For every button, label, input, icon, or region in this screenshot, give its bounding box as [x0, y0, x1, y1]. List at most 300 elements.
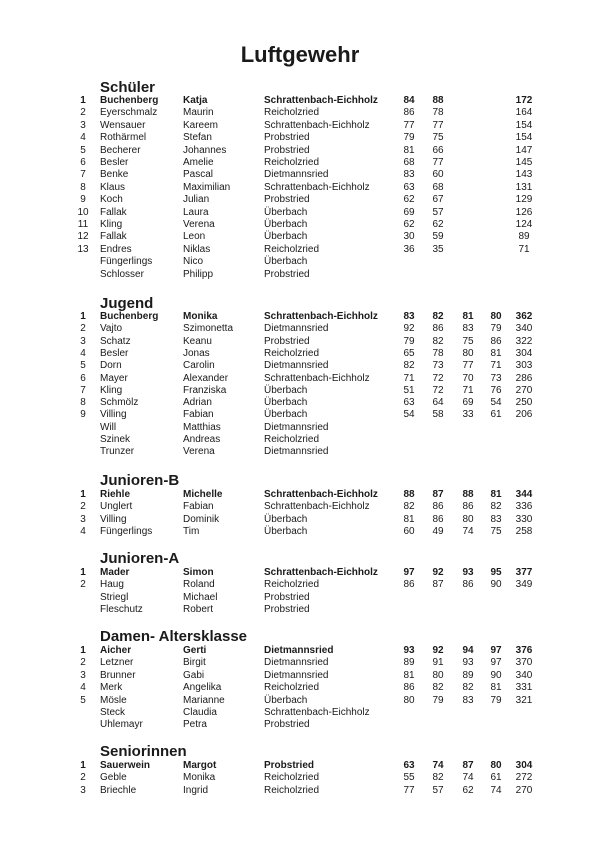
result-row	[0, 231, 600, 243]
rank: 2	[80, 579, 86, 591]
result-row	[0, 348, 600, 360]
rank: 4	[80, 132, 86, 144]
series-2-score: 60	[432, 169, 444, 181]
club: Überbach	[264, 694, 308, 706]
series-4-score: 81	[490, 347, 502, 359]
total-score: 272	[515, 772, 533, 784]
first-name: Roland	[183, 579, 215, 591]
club: Dietmannsried	[264, 421, 329, 433]
last-name: Kling	[100, 384, 123, 396]
result-row	[0, 360, 600, 372]
rank: 4	[80, 347, 86, 359]
first-name: Fabian	[183, 501, 214, 513]
series-3-score: 75	[462, 335, 474, 347]
last-name: Buchenberg	[100, 311, 159, 322]
first-name: Petra	[183, 719, 207, 731]
series-4-score: 73	[490, 372, 502, 384]
first-name: Fabian	[183, 409, 214, 421]
result-row	[0, 567, 600, 579]
rank: 6	[80, 157, 86, 168]
first-name: Margot	[183, 760, 217, 771]
total-score: 143	[515, 169, 533, 181]
first-name: Angelika	[183, 682, 222, 694]
club: Schrattenbach-Eichholz	[264, 372, 370, 384]
series-2-score: 74	[432, 760, 444, 771]
series-1-score: 68	[403, 157, 415, 168]
series-2-score: 82	[432, 311, 444, 322]
total-score: 370	[515, 657, 533, 669]
last-name: Fallak	[100, 231, 127, 243]
rank: 11	[77, 219, 89, 230]
last-name: Steck	[100, 707, 126, 718]
total-score: 331	[515, 682, 533, 694]
club: Überbach	[264, 409, 308, 421]
total-score: 362	[515, 311, 533, 322]
total-score: 258	[515, 526, 533, 538]
last-name: Fleschutz	[100, 604, 143, 616]
section-title: Schüler	[100, 79, 156, 96]
first-name: Maximilian	[183, 181, 231, 193]
series-4-score: 79	[490, 323, 502, 335]
series-1-score: 51	[403, 384, 415, 396]
result-row	[0, 434, 600, 446]
club: Überbach	[264, 219, 308, 230]
total-score: 330	[515, 513, 533, 525]
rank: 5	[80, 694, 86, 706]
result-row	[0, 269, 600, 281]
club: Schrattenbach-Eichholz	[264, 489, 378, 500]
series-2-score: 82	[432, 335, 444, 347]
rank: 4	[80, 526, 86, 538]
series-4-score: 79	[490, 694, 502, 706]
series-1-score: 82	[403, 501, 415, 513]
first-name: Marianne	[183, 694, 225, 706]
series-3-score: 87	[462, 760, 474, 771]
series-4-score: 97	[490, 645, 502, 656]
club: Schrattenbach-Eichholz	[264, 567, 378, 578]
result-row	[0, 311, 600, 323]
section-title: Seniorinnen	[100, 743, 187, 760]
result-row	[0, 107, 600, 119]
first-name: Ingrid	[183, 784, 209, 796]
last-name: Koch	[100, 194, 123, 206]
series-4-score: 86	[490, 335, 502, 347]
rank: 3	[80, 513, 86, 525]
last-name: Besler	[100, 157, 129, 168]
first-name: Michelle	[183, 489, 223, 500]
club: Dietmannsried	[264, 446, 329, 458]
first-name: Jonas	[183, 347, 210, 359]
result-row	[0, 120, 600, 132]
last-name: Will	[100, 421, 117, 433]
series-2-score: 77	[432, 157, 444, 168]
club: Probstried	[264, 194, 310, 206]
result-row	[0, 373, 600, 385]
series-3-score: 94	[462, 645, 474, 656]
series-4-score: 71	[490, 360, 502, 372]
club: Probstried	[264, 132, 310, 144]
last-name: Mösle	[100, 694, 127, 706]
series-2-score: 57	[432, 784, 444, 796]
rank: 5	[80, 360, 86, 372]
series-3-score: 86	[462, 579, 474, 591]
series-4-score: 75	[490, 526, 502, 538]
club: Probstried	[264, 144, 310, 156]
total-score: 145	[515, 157, 533, 168]
series-2-score: 87	[432, 489, 444, 500]
club: Überbach	[264, 397, 308, 409]
series-1-score: 62	[403, 194, 415, 206]
series-2-score: 66	[432, 144, 444, 156]
rank: 13	[77, 243, 89, 255]
club: Reicholzried	[264, 347, 320, 359]
series-2-score: 72	[432, 372, 444, 384]
series-1-score: 60	[403, 526, 415, 538]
series-4-score: 90	[490, 669, 502, 681]
rank: 1	[80, 311, 86, 322]
series-1-score: 81	[403, 144, 415, 156]
series-1-score: 81	[403, 669, 415, 681]
series-3-score: 86	[462, 501, 474, 513]
total-score: 270	[515, 784, 533, 796]
result-row	[0, 219, 600, 231]
rank: 3	[80, 119, 86, 131]
last-name: Besler	[100, 347, 129, 359]
rank: 1	[80, 760, 86, 771]
club: Überbach	[264, 384, 308, 396]
total-score: 376	[515, 645, 533, 656]
last-name: Schatz	[100, 335, 131, 347]
series-2-score: 68	[432, 181, 444, 193]
rank: 1	[80, 567, 86, 578]
total-score: 154	[515, 119, 533, 131]
result-row	[0, 707, 600, 719]
result-row	[0, 132, 600, 144]
series-2-score: 62	[432, 219, 444, 230]
rank: 2	[80, 772, 86, 784]
series-4-score: 61	[490, 409, 502, 421]
series-4-score: 90	[490, 579, 502, 591]
series-2-score: 67	[432, 194, 444, 206]
result-row	[0, 336, 600, 348]
series-2-score: 57	[432, 206, 444, 218]
last-name: Letzner	[100, 657, 134, 669]
club: Reicholzried	[264, 682, 320, 694]
first-name: Szimonetta	[183, 323, 234, 335]
series-1-score: 63	[403, 181, 415, 193]
first-name: Michael	[183, 591, 218, 603]
first-name: Julian	[183, 194, 210, 206]
first-name: Pascal	[183, 169, 214, 181]
first-name: Claudia	[183, 707, 217, 718]
last-name: Geble	[100, 772, 127, 784]
first-name: Verena	[183, 219, 215, 230]
last-name: Fallak	[100, 206, 127, 218]
total-score: 344	[515, 489, 533, 500]
last-name: Szinek	[100, 434, 131, 445]
club: Probstried	[264, 760, 315, 771]
series-1-score: 79	[403, 132, 415, 144]
club: Probstried	[264, 719, 310, 731]
series-2-score: 87	[432, 579, 444, 591]
club: Probstried	[264, 268, 310, 280]
series-3-score: 71	[462, 384, 474, 396]
first-name: Carolin	[183, 360, 215, 372]
series-4-score: 80	[490, 760, 502, 771]
club: Reicholzried	[264, 157, 320, 168]
club: Dietmannsried	[264, 169, 329, 181]
series-4-score: 76	[490, 384, 502, 396]
last-name: Villing	[100, 513, 127, 525]
series-4-score: 81	[490, 682, 502, 694]
club: Reicholzried	[264, 772, 320, 784]
series-1-score: 65	[403, 347, 415, 359]
last-name: Trunzer	[100, 446, 135, 458]
rank: 9	[80, 409, 86, 421]
club: Überbach	[264, 256, 308, 268]
series-3-score: 70	[462, 372, 474, 384]
result-row	[0, 182, 600, 194]
rank: 7	[80, 384, 86, 396]
series-1-score: 88	[403, 489, 415, 500]
series-2-score: 86	[432, 501, 444, 513]
first-name: Simon	[183, 567, 214, 578]
rank: 9	[80, 194, 86, 206]
last-name: Unglert	[100, 501, 133, 513]
result-row	[0, 145, 600, 157]
series-2-score: 59	[432, 231, 444, 243]
total-score: 71	[518, 243, 530, 255]
series-1-score: 82	[403, 360, 415, 372]
series-3-score: 80	[462, 513, 474, 525]
result-row	[0, 592, 600, 604]
first-name: Matthias	[183, 421, 221, 433]
result-row	[0, 169, 600, 181]
series-1-score: 97	[403, 567, 415, 578]
club: Dietmannsried	[264, 360, 329, 372]
series-1-score: 92	[403, 323, 415, 335]
series-3-score: 93	[462, 567, 474, 578]
first-name: Amelie	[183, 157, 214, 168]
club: Schrattenbach-Eichholz	[264, 311, 378, 322]
result-row	[0, 579, 600, 591]
series-2-score: 88	[432, 95, 444, 106]
last-name: Briechle	[100, 784, 137, 796]
section-title: Damen- Altersklasse	[100, 628, 248, 645]
last-name: Haug	[100, 579, 124, 591]
total-score: 154	[515, 132, 533, 144]
series-2-score: 82	[432, 682, 444, 694]
series-2-score: 82	[432, 772, 444, 784]
rank: 1	[80, 489, 86, 500]
first-name: Gabi	[183, 669, 205, 681]
last-name: Villing	[100, 409, 127, 421]
series-4-score: 54	[490, 397, 502, 409]
series-3-score: 82	[462, 682, 474, 694]
club: Dietmannsried	[264, 645, 334, 656]
series-1-score: 80	[403, 694, 415, 706]
rank: 2	[80, 657, 86, 669]
result-row	[0, 772, 600, 784]
series-3-score: 62	[462, 784, 474, 796]
result-row	[0, 760, 600, 772]
first-name: Birgit	[183, 657, 206, 669]
first-name: Philipp	[183, 268, 214, 280]
total-score: 340	[515, 669, 533, 681]
series-2-score: 91	[432, 657, 444, 669]
last-name: Mader	[100, 567, 130, 578]
first-name: Alexander	[183, 372, 229, 384]
total-score: 124	[515, 219, 533, 230]
total-score: 303	[515, 360, 533, 372]
total-score: 377	[515, 567, 533, 578]
series-4-score: 97	[490, 657, 502, 669]
result-row	[0, 514, 600, 526]
rank: 3	[80, 335, 86, 347]
rank: 10	[77, 206, 89, 218]
first-name: Monika	[183, 772, 216, 784]
series-4-score: 80	[490, 311, 502, 322]
result-row	[0, 446, 600, 458]
series-2-score: 77	[432, 119, 444, 131]
last-name: Sauerwein	[100, 760, 151, 771]
series-2-score: 79	[432, 694, 444, 706]
series-1-score: 62	[403, 219, 415, 230]
series-3-score: 80	[462, 347, 474, 359]
series-1-score: 83	[403, 311, 415, 322]
series-1-score: 93	[403, 645, 415, 656]
rank: 3	[80, 669, 86, 681]
series-2-score: 78	[432, 107, 444, 119]
series-3-score: 83	[462, 694, 474, 706]
club: Überbach	[264, 231, 308, 243]
last-name: Striegl	[100, 591, 129, 603]
club: Dietmannsried	[264, 657, 329, 669]
rank: 8	[80, 397, 86, 409]
first-name: Maurin	[183, 107, 214, 119]
club: Schrattenbach-Eichholz	[264, 501, 370, 513]
series-1-score: 86	[403, 107, 415, 119]
series-1-score: 86	[403, 682, 415, 694]
last-name: Benke	[100, 169, 129, 181]
last-name: Uhlemayr	[100, 719, 143, 731]
series-1-score: 77	[403, 784, 415, 796]
result-row	[0, 489, 600, 501]
last-name: Rothärmel	[100, 132, 147, 144]
first-name: Gerti	[183, 645, 207, 656]
series-3-score: 83	[462, 323, 474, 335]
first-name: Andreas	[183, 434, 221, 445]
total-score: 126	[515, 206, 533, 218]
first-name: Robert	[183, 604, 214, 616]
rank: 3	[80, 784, 86, 796]
total-score: 336	[515, 501, 533, 513]
total-score: 286	[515, 372, 533, 384]
result-row	[0, 323, 600, 335]
series-3-score: 93	[462, 657, 474, 669]
total-score: 172	[515, 95, 533, 106]
club: Überbach	[264, 513, 308, 525]
first-name: Stefan	[183, 132, 212, 144]
last-name: Dorn	[100, 360, 122, 372]
result-row	[0, 526, 600, 538]
result-row	[0, 207, 600, 219]
rank: 2	[80, 107, 86, 119]
club: Probstried	[264, 604, 310, 616]
last-name: Mayer	[100, 372, 128, 384]
result-row	[0, 194, 600, 206]
rank: 8	[80, 181, 86, 193]
rank: 1	[80, 645, 86, 656]
total-score: 340	[515, 323, 533, 335]
result-row	[0, 785, 600, 797]
series-4-score: 82	[490, 501, 502, 513]
first-name: Tim	[183, 526, 200, 538]
first-name: Kareem	[183, 119, 219, 131]
result-row	[0, 422, 600, 434]
club: Reicholzried	[264, 243, 320, 255]
result-row	[0, 256, 600, 268]
series-2-score: 75	[432, 132, 444, 144]
last-name: Wensauer	[100, 119, 146, 131]
series-3-score: 33	[462, 409, 474, 421]
first-name: Franziska	[183, 384, 227, 396]
last-name: Kling	[100, 219, 123, 230]
total-score: 349	[515, 579, 533, 591]
series-1-score: 71	[403, 372, 415, 384]
series-1-score: 83	[403, 169, 415, 181]
series-1-score: 81	[403, 513, 415, 525]
series-3-score: 88	[462, 489, 474, 500]
result-row	[0, 670, 600, 682]
series-2-score: 86	[432, 513, 444, 525]
result-row	[0, 645, 600, 657]
first-name: Johannes	[183, 144, 227, 156]
last-name: Brunner	[100, 669, 136, 681]
series-3-score: 74	[462, 772, 474, 784]
first-name: Katja	[183, 95, 208, 106]
result-row	[0, 244, 600, 256]
series-4-score: 74	[490, 784, 502, 796]
result-row	[0, 682, 600, 694]
first-name: Monika	[183, 311, 218, 322]
club: Schrattenbach-Eichholz	[264, 95, 378, 106]
series-2-score: 73	[432, 360, 444, 372]
club: Reicholzried	[264, 579, 320, 591]
club: Probstried	[264, 335, 310, 347]
total-score: 322	[515, 335, 533, 347]
total-score: 131	[515, 181, 533, 193]
rank: 12	[77, 231, 89, 243]
series-2-score: 49	[432, 526, 444, 538]
series-2-score: 92	[432, 645, 444, 656]
last-name: Eyerschmalz	[100, 107, 158, 119]
first-name: Adrian	[183, 397, 212, 409]
series-2-score: 92	[432, 567, 444, 578]
first-name: Niklas	[183, 243, 211, 255]
last-name: Buchenberg	[100, 95, 159, 106]
club: Schrattenbach-Eichholz	[264, 119, 370, 131]
rank: 5	[80, 144, 86, 156]
series-4-score: 95	[490, 567, 502, 578]
last-name: Schmölz	[100, 397, 139, 409]
total-score: 164	[515, 107, 533, 119]
series-4-score: 61	[490, 772, 502, 784]
last-name: Schlosser	[100, 268, 144, 280]
total-score: 321	[515, 694, 533, 706]
last-name: Klaus	[100, 181, 126, 193]
series-4-score: 81	[490, 489, 502, 500]
